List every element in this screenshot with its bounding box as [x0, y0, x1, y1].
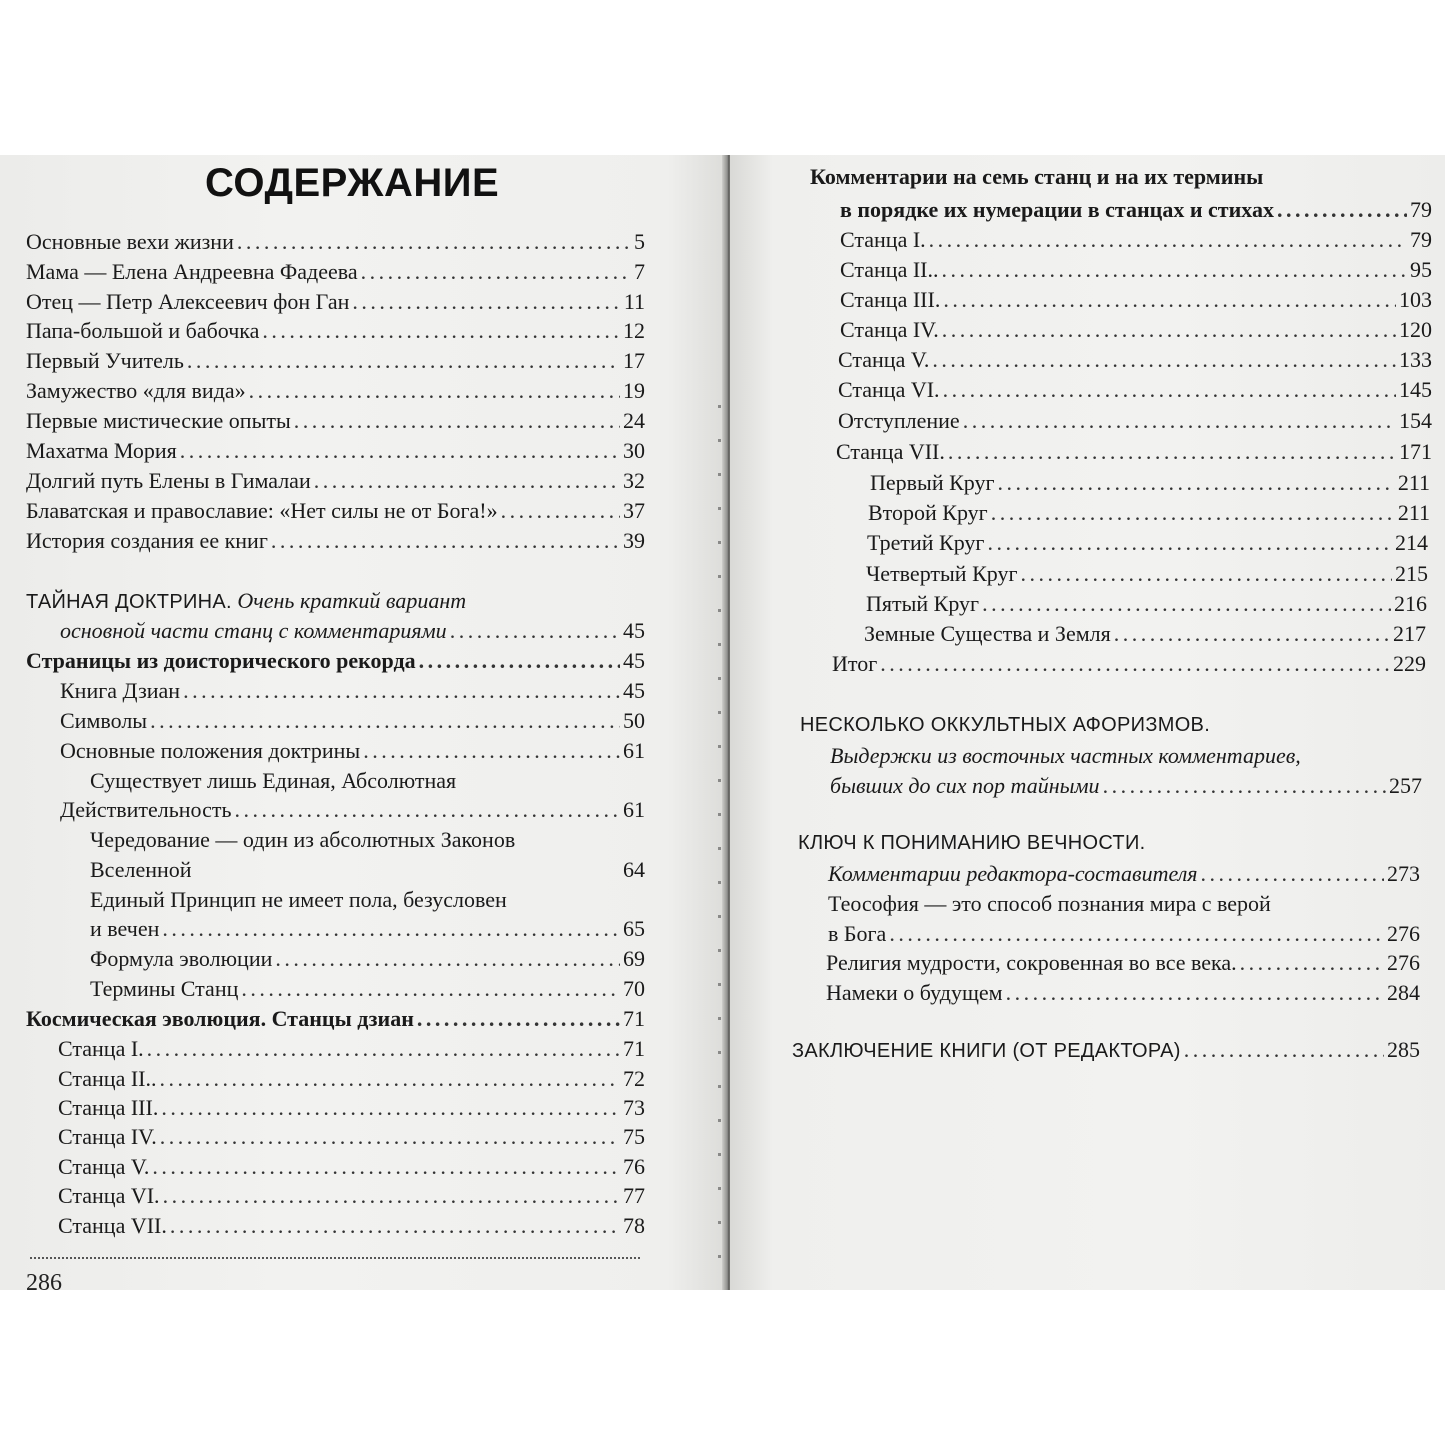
toc-entry-page: 214: [1395, 530, 1428, 555]
toc-entry: [830, 772, 1422, 800]
toc-entry-page: 133: [1399, 347, 1432, 372]
toc-entry: [58, 1094, 645, 1122]
toc-entry-page: 65: [623, 916, 645, 941]
toc-entry-title: Первый Учитель: [26, 348, 184, 373]
toc-entry-page: 45: [623, 618, 645, 643]
toc-entry-page: 216: [1394, 591, 1427, 616]
toc-entry: [838, 376, 1432, 404]
dot-leader: [160, 1123, 620, 1151]
toc-entry-title: Папа-большой и бабочка: [26, 318, 260, 343]
toc-entry-title: Чередование — один из абсолютных Законов: [90, 827, 516, 852]
toc-entry: [60, 617, 645, 645]
right-page: [730, 155, 1445, 1290]
toc-entry-page: 11: [623, 289, 645, 314]
toc-entry-title: Блаватская и православие: «Нет силы не от Бога!»: [26, 498, 498, 523]
toc-entry: [58, 1123, 645, 1151]
toc-entry-title: Первый Круг: [870, 470, 995, 495]
toc-entry: [26, 288, 645, 316]
dot-leader: [352, 288, 620, 316]
toc-entry-title: Символы: [60, 708, 148, 733]
toc-entry-title: Станца IV.: [58, 1124, 157, 1149]
toc-entry-page: 276: [1387, 921, 1420, 946]
toc-entry-title: Страницы из доисторического рекорда: [26, 648, 416, 673]
toc-entry-page: 229: [1393, 651, 1426, 676]
toc-entry-page: 120: [1399, 317, 1432, 342]
toc-entry-page: 215: [1395, 561, 1428, 586]
page-title: СОДЕРЖАНИЕ: [205, 161, 500, 205]
toc-entry-title: Станца III.: [58, 1095, 159, 1120]
toc-entry-title: Первые мистические опыты: [26, 408, 291, 433]
toc-entry-title: в Бога: [828, 921, 887, 946]
dot-leader: [963, 407, 1396, 435]
dot-leader: [982, 590, 1391, 618]
dot-leader: [314, 467, 620, 495]
toc-entry-title: ЗАКЛЮЧЕНИЕ КНИГИ (ОТ РЕДАКТОРА): [792, 1040, 1181, 1062]
toc-entry-title: Станца V.: [58, 1154, 150, 1179]
toc-entry-title: Второй Круг: [868, 500, 988, 525]
toc-entry-title: Комментарии на семь станц и на их термины: [810, 164, 1264, 189]
toc-entry-page: 69: [623, 946, 645, 971]
dot-leader: [942, 316, 1396, 344]
toc-entry-title: Вселенной: [90, 857, 192, 882]
toc-entry: [840, 286, 1432, 314]
dot-leader: [1103, 772, 1386, 800]
toc-entry-page: 64: [623, 857, 645, 882]
toc-entry-title: Третий Круг: [867, 530, 985, 555]
toc-entry-page: 5: [634, 229, 645, 254]
toc-entry: [26, 228, 645, 256]
toc-entry: [58, 1065, 645, 1093]
dot-leader: [150, 707, 620, 735]
toc-entry: [866, 590, 1427, 618]
toc-entry-page: 70: [623, 976, 645, 1001]
toc-entry-page: 257: [1389, 773, 1422, 798]
toc-entry-page: 7: [634, 259, 645, 284]
section-heading-aphorisms: НЕСКОЛЬКО ОККУЛЬТНЫХ АФОРИЗМОВ.: [800, 714, 1211, 736]
toc-entry-page: 73: [623, 1095, 645, 1120]
toc-entry: [26, 527, 645, 555]
toc-entry: [838, 346, 1432, 374]
toc-entry-page: 17: [623, 348, 645, 373]
toc-entry-title: Станца I.: [840, 227, 926, 252]
toc-entry-title: Мама — Елена Андреевна Фадеева: [26, 259, 358, 284]
toc-entry-page: 61: [623, 738, 645, 763]
dot-leader: [180, 437, 620, 465]
toc-entry-page: 145: [1399, 377, 1432, 402]
toc-entry-page: 171: [1399, 439, 1432, 464]
dot-leader: [262, 317, 620, 345]
toc-entry-page: 71: [623, 1006, 645, 1031]
toc-entry: [60, 707, 645, 735]
toc-entry-title: Станца I.: [58, 1036, 144, 1061]
toc-entry-title: Формула эволюции: [90, 946, 273, 971]
dot-leader: [987, 529, 1392, 557]
toc-entry: [26, 437, 645, 465]
toc-entry-page: 71: [623, 1036, 645, 1061]
dot-leader: [161, 1094, 620, 1122]
dot-leader: [147, 1035, 620, 1063]
dot-leader: [294, 407, 620, 435]
toc-entry: [26, 377, 645, 405]
toc-entry-page: 12: [623, 318, 645, 343]
toc-entry-title: Станца III.: [840, 287, 941, 312]
toc-entry: [836, 438, 1432, 466]
footer-rule: [30, 1257, 640, 1259]
toc-entry-title: Замужество «для вида»: [26, 378, 246, 403]
dot-leader: [1184, 1036, 1384, 1064]
toc-entry-page: 95: [1410, 257, 1432, 282]
toc-entry-title: Станца VI.: [838, 377, 940, 402]
toc-entry-title: История создания ее книг: [26, 528, 268, 553]
toc-entry-title: Земные Существа и Земля: [864, 621, 1111, 646]
toc-entry: [828, 860, 1420, 888]
toc-entry-title: Теософия — это способ познания мира с верой: [828, 891, 1271, 916]
toc-entry-title: Космическая эволюция. Станцы дзиан: [26, 1006, 414, 1031]
toc-entry: [60, 796, 645, 824]
toc-entry: [826, 979, 1420, 1007]
toc-entry: [58, 1212, 645, 1240]
toc-entry-title: Комментарии редактора-составителя: [828, 861, 1198, 886]
toc-entry-page: 217: [1393, 621, 1426, 646]
dot-leader: [183, 677, 620, 705]
toc-entry: [864, 620, 1426, 648]
toc-entry: [90, 915, 645, 943]
toc-entry: [26, 407, 645, 435]
toc-entry-page: 276: [1387, 950, 1420, 975]
toc-entry-title: и вечен: [90, 916, 160, 941]
toc-entry-title: Намеки о будущем: [826, 980, 1003, 1005]
dot-leader: [160, 1065, 621, 1093]
toc-entry-title: Станца IV.: [840, 317, 939, 342]
toc-entry-page: 75: [623, 1124, 645, 1149]
toc-entry-page: 273: [1387, 861, 1420, 886]
toc-entry-page: 285: [1387, 1037, 1420, 1062]
toc-entry-page: 154: [1399, 408, 1432, 433]
toc-entry: [866, 560, 1428, 588]
toc-entry: [26, 467, 645, 495]
dot-leader: [1114, 620, 1390, 648]
toc-entry: [26, 258, 645, 286]
dot-leader: [943, 286, 1396, 314]
toc-entry-page: 78: [623, 1213, 645, 1238]
toc-entry: [26, 1005, 645, 1033]
toc-entry-title: Станца V.: [838, 347, 930, 372]
toc-entry: [26, 497, 645, 525]
toc-entry-title: Религия мудрости, сокровенная во все века.: [826, 950, 1237, 975]
page-number: 286: [26, 1270, 62, 1290]
toc-entry-page: 77: [623, 1183, 645, 1208]
dot-leader: [929, 226, 1407, 254]
toc-entry-title: Станца VI.: [58, 1183, 160, 1208]
toc-entry-page: 30: [623, 438, 645, 463]
toc-entry-title: Пятый Круг: [866, 591, 980, 616]
toc-entry: [840, 256, 1432, 284]
toc-entry-page: 45: [623, 678, 645, 703]
toc-entry-page: 37: [623, 498, 645, 523]
toc-entry-title: Существует лишь Единая, Абсолютная: [90, 768, 457, 793]
toc-entry: [867, 529, 1428, 557]
toc-entry: [832, 650, 1426, 678]
dot-leader: [187, 347, 620, 375]
dot-leader: [170, 1212, 620, 1240]
dot-leader: [450, 617, 620, 645]
toc-entry-title: основной части станц с комментариями: [60, 618, 447, 643]
dot-leader: [932, 346, 1396, 374]
toc-entry-page: 24: [623, 408, 645, 433]
toc-entry-title: Долгий путь Елены в Гималаи: [26, 468, 311, 493]
dot-leader: [943, 376, 1396, 404]
toc-entry-title: бывших до сих пор тайными: [830, 773, 1100, 798]
dot-leader: [241, 975, 620, 1003]
dot-leader: [249, 377, 620, 405]
toc-entry: [26, 647, 645, 675]
dot-leader: [880, 650, 1390, 678]
toc-entry: [26, 317, 645, 345]
toc-entry-title: Единый Принцип не имеет пола, безусловен: [90, 887, 507, 912]
open-book-spread: [0, 155, 1445, 1290]
dot-leader: [1240, 949, 1384, 977]
toc-entry: [60, 677, 645, 705]
dot-leader: [948, 438, 1396, 466]
toc-entry-page: 50: [623, 708, 645, 733]
dot-leader: [275, 945, 620, 973]
toc-entry-title: Основные положения доктрины: [60, 738, 361, 763]
toc-entry-page: 79: [1410, 197, 1432, 222]
dot-leader: [363, 737, 620, 765]
dot-leader: [152, 1153, 620, 1181]
toc-entry-page: 32: [623, 468, 645, 493]
toc-entry: [58, 1153, 645, 1181]
toc-entry: [868, 499, 1430, 527]
dot-leader: [501, 497, 620, 525]
dot-leader: [271, 527, 620, 555]
toc-entry-title: Махатма Мория: [26, 438, 177, 463]
toc-entry-title: Книга Дзиан: [60, 678, 181, 703]
toc-entry: [838, 407, 1432, 435]
toc-entry: [828, 920, 1420, 948]
toc-entry-page: 284: [1387, 980, 1420, 1005]
toc-entry: [60, 737, 645, 765]
toc-entry-title: Основные вехи жизни: [26, 229, 234, 254]
toc-entry-title: Станца II..: [58, 1066, 157, 1091]
toc-entry: [58, 1182, 645, 1210]
dot-leader: [1201, 860, 1384, 888]
dot-leader: [419, 647, 620, 675]
dot-leader: [998, 469, 1395, 497]
toc-entry-title: Отец — Петр Алексеевич фон Ган: [26, 289, 350, 314]
toc-entry: [90, 856, 645, 884]
dot-leader: [991, 499, 1395, 527]
section-heading-key: КЛЮЧ К ПОНИМАНИЮ ВЕЧНОСТИ.: [798, 832, 1146, 854]
toc-entry: [826, 949, 1420, 977]
toc-entry-title: Станца VII.: [58, 1213, 167, 1238]
toc-entry: [870, 469, 1430, 497]
toc-entry: [58, 1035, 645, 1063]
toc-entry: [26, 347, 645, 375]
dot-leader: [361, 258, 631, 286]
toc-entry: [90, 945, 645, 973]
dot-leader: [942, 256, 1408, 284]
section-heading-doctrine: ТАЙНАЯ ДОКТРИНА. Очень краткий вариант: [26, 588, 467, 613]
dot-leader: [163, 1182, 620, 1210]
binding-stitches: [718, 405, 721, 1285]
toc-entry-title: Действительность: [60, 797, 232, 822]
toc-entry-title: Выдержки из восточных частных комментариев,: [830, 743, 1301, 768]
dot-leader: [1021, 560, 1393, 588]
toc-entry-title: в порядке их нумерации в станцах и стихах: [840, 197, 1274, 222]
toc-entry-title: Итог: [832, 651, 878, 676]
toc-entry-page: 211: [1397, 500, 1430, 525]
dot-leader: [889, 920, 1384, 948]
dot-leader: [1277, 196, 1407, 224]
toc-entry-title: Четвертый Круг: [866, 561, 1018, 586]
toc-entry-page: 45: [623, 648, 645, 673]
toc-entry-page: 39: [623, 528, 645, 553]
toc-entry: [792, 1036, 1420, 1065]
toc-entry-page: 72: [623, 1066, 645, 1091]
toc-entry-page: 79: [1410, 227, 1432, 252]
dot-leader: [417, 1005, 620, 1033]
toc-entry-title: Станца VII.: [836, 439, 945, 464]
toc-entry: [840, 316, 1432, 344]
toc-entry-title: Термины Станц: [90, 976, 239, 1001]
toc-entry-page: 211: [1397, 470, 1430, 495]
toc-entry-title: Станца II..: [840, 257, 939, 282]
toc-entry: [840, 226, 1432, 254]
dot-leader: [1006, 979, 1384, 1007]
toc-entry: [90, 975, 645, 1003]
dot-leader: [162, 915, 620, 943]
dot-leader: [237, 228, 631, 256]
toc-entry-page: 61: [623, 797, 645, 822]
left-page: [0, 155, 726, 1290]
toc-entry-page: 76: [623, 1154, 645, 1179]
toc-entry: [840, 196, 1432, 224]
dot-leader: [234, 796, 620, 824]
toc-entry-page: 103: [1399, 287, 1432, 312]
toc-entry-page: 19: [623, 378, 645, 403]
toc-entry-title: Отступление: [838, 408, 960, 433]
